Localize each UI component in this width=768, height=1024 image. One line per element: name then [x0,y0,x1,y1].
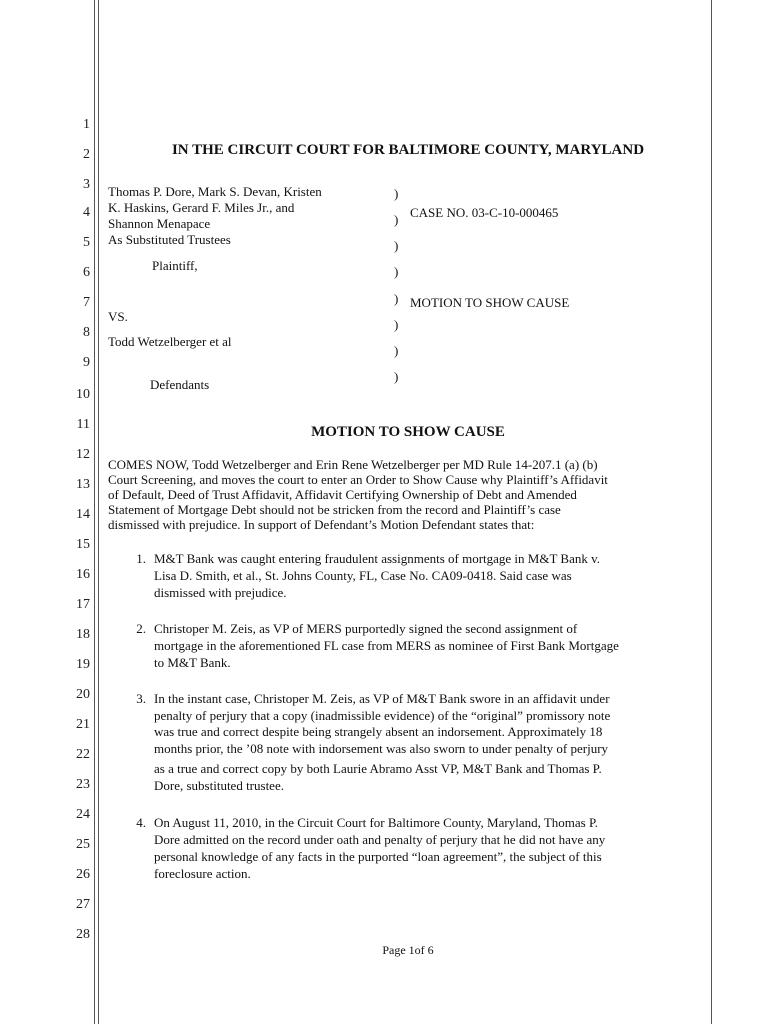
left-margin-rule [94,0,95,1024]
list-item-line: penalty of perjury that a copy (inadmissible evidence) of the “original” promissory note [154,708,611,723]
list-item-number: 3. [136,691,146,706]
line-number: 3 [83,177,90,192]
list-item-line: Dore admitted on the record under oath and penalty of perjury that he did not have any [154,832,606,847]
line-number: 17 [76,597,90,612]
plaintiffs-line: Thomas P. Dore, Mark S. Devan, Kristen [108,184,322,199]
motion-caption: MOTION TO SHOW CAUSE [410,295,570,310]
caption-paren: ) [394,186,399,201]
caption-paren: ) [394,291,399,306]
line-number: 16 [76,567,90,582]
defendants-label: Defendants [150,377,210,392]
list-item-line: dismissed with prejudice. [154,585,287,600]
list-item-number: 4. [136,815,146,830]
defendant-name: Todd Wetzelberger et al [108,334,232,349]
line-number: 15 [76,537,90,552]
list-item-line: months prior, the ’08 note with indorsement was also sworn to under penalty of perjury [154,741,609,756]
line-number: 19 [76,657,90,672]
list-item-number: 2. [136,621,146,636]
line-number: 5 [83,235,90,250]
line-number: 6 [83,265,90,280]
line-number: 18 [76,627,90,642]
line-number: 28 [76,927,90,942]
line-number: 13 [76,477,90,492]
list-item-line: In the instant case, Christoper M. Zeis, as VP of M&T Bank swore in an affidavit under [154,691,610,706]
document-title: MOTION TO SHOW CAUSE [311,424,505,440]
intro-line: COMES NOW, Todd Wetzelberger and Erin Rene Wetzelberger per MD Rule 14-207.1 (a) (b) [108,457,598,472]
intro-line: of Default, Deed of Trust Affidavit, Affidavit Certifying Ownership of Debt and Amended [108,487,577,502]
plaintiff-label: Plaintiff, [152,258,198,273]
line-number: 26 [76,867,90,882]
list-item-line: On August 11, 2010, in the Circuit Court for Baltimore County, Maryland, Thomas P. [154,815,599,830]
caption-paren: ) [394,212,399,227]
line-number: 10 [76,387,90,402]
intro-line: Court Screening, and moves the court to enter an Order to Show Cause why Plaintiff’s Affidavit [108,472,608,487]
line-number: 14 [76,507,90,522]
list-item-line: as a true and correct copy by both Laurie Abramo Asst VP, M&T Bank and Thomas P. [154,761,602,776]
line-number: 21 [76,717,90,732]
list-item-line: Christoper M. Zeis, as VP of MERS purportedly signed the second assignment of [154,621,578,636]
line-number: 4 [83,205,90,220]
line-number: 7 [83,295,90,310]
line-number: 27 [76,897,90,912]
caption-paren: ) [394,317,399,332]
line-number: 25 [76,837,90,852]
list-item-line: Dore, substituted trustee. [154,778,284,793]
caption-paren: ) [394,343,399,358]
intro-line: Statement of Mortgage Debt should not be stricken from the record and Plaintiff’s case [108,502,561,517]
left-margin-rule-inner [98,0,99,1024]
caption-paren: ) [394,264,399,279]
list-item-line: was true and correct despite being strangely absent an indorsement. Approximately 18 [154,724,603,739]
list-item-number: 1. [136,551,146,566]
court-heading: IN THE CIRCUIT COURT FOR BALTIMORE COUNTY, MARYLAND [171,142,645,158]
line-number: 9 [83,355,90,370]
list-item-line: M&T Bank was caught entering fraudulent assignments of mortgage in M&T Bank v. [154,551,601,566]
line-number: 11 [76,417,90,432]
list-item-line: mortgage in the aforementioned FL case from MERS as nominee of First Bank Mortgage [154,638,619,653]
line-number: 23 [76,777,90,792]
list-item-line: to M&T Bank. [154,655,231,670]
caption-paren: ) [394,369,399,384]
line-number: 20 [76,687,90,702]
list-item-line: Lisa D. Smith, et al., St. Johns County, FL, Case No. CA09-0418. Said case was [154,568,572,583]
line-number: 1 [83,117,90,132]
line-number: 22 [76,747,90,762]
plaintiffs-line: As Substituted Trustees [108,232,231,247]
line-number: 24 [76,807,90,822]
list-item-line: foreclosure action. [154,866,251,881]
caption-paren: ) [394,238,399,253]
plaintiffs-line: K. Haskins, Gerard F. Miles Jr., and [108,200,295,215]
line-number: 2 [83,147,90,162]
plaintiffs-line: Shannon Menapace [108,216,211,231]
list-item-line: personal knowledge of any facts in the purported “loan agreement”, the subject of this [154,849,602,864]
intro-line: dismissed with prejudice. In support of Defendant’s Motion Defendant states that: [108,517,535,532]
line-number: 12 [76,447,90,462]
page-footer: Page 1of 6 [382,943,434,957]
right-margin-rule [711,0,712,1024]
line-number: 8 [83,325,90,340]
versus-label: VS. [108,309,128,324]
case-number: CASE NO. 03-C-10-000465 [410,205,559,220]
